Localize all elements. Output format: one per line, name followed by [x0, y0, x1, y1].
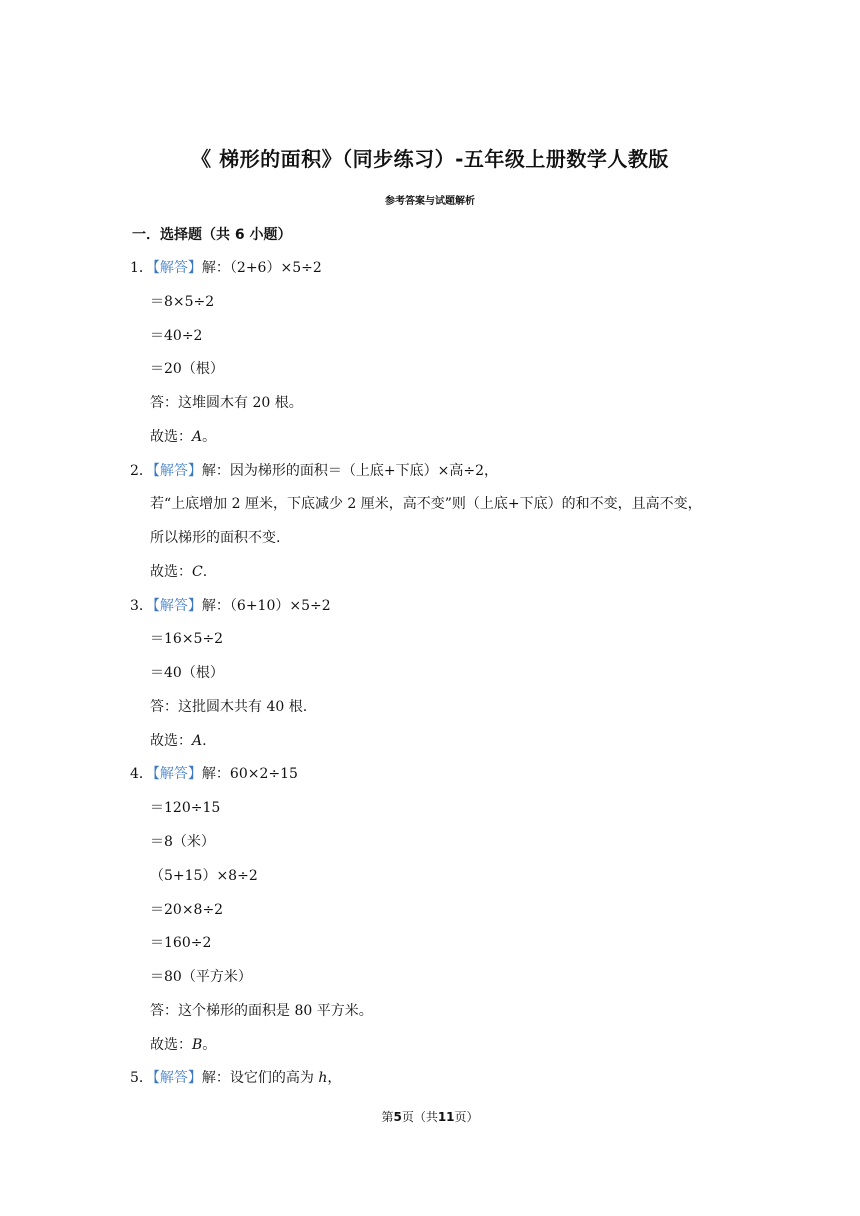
question-4-formula: 解：60×2÷15 — [201, 766, 298, 782]
choice-prefix: 故选： — [150, 429, 192, 445]
question-3-formula: 解：（6+10）×5÷2 — [201, 598, 331, 614]
question-3-choice — [150, 731, 207, 751]
answer-tag: 【解答】 — [152, 1070, 202, 1086]
question-1-head — [130, 258, 322, 278]
choice-end: . — [202, 733, 207, 749]
page-total: 11 — [437, 1110, 455, 1124]
page-title: 《 梯形的面积》（同步练习）-五年级上册数学人教版 — [191, 147, 669, 171]
solution-step: ＝40÷2 — [150, 328, 203, 344]
question-number: 1． — [130, 260, 153, 276]
solution-answer: 答：这批圆木共有 40 根. — [150, 699, 308, 715]
solution-step: ＝20（根） — [150, 361, 224, 377]
solution-step: ＝8×5÷2 — [150, 294, 215, 310]
question-5-punct: ， — [327, 1070, 342, 1086]
footer-prefix: 第 — [381, 1110, 394, 1124]
choice-end: 。 — [202, 1037, 217, 1053]
solution-answer: 答：这堆圆木有 20 根。 — [150, 395, 303, 411]
solution-step: ＝16×5÷2 — [150, 631, 224, 647]
question-5-text: 解：设它们的高为 — [201, 1070, 319, 1086]
section-heading: 一．选择题（共 6 小题） — [132, 227, 292, 243]
choice-prefix: 故选： — [150, 564, 192, 580]
solution-step: （5+15）×8÷2 — [150, 868, 258, 884]
choice-end: 。 — [202, 429, 217, 445]
page-number: 5 — [393, 1110, 402, 1124]
choice-letter: B — [192, 1037, 203, 1053]
question-2-formula: 解：因为梯形的面积＝（上底+下底）×高÷2， — [201, 463, 499, 479]
solution-step: ＝20×8÷2 — [150, 902, 224, 918]
choice-end: . — [202, 564, 208, 580]
question-5-head — [130, 1068, 341, 1088]
page-footer — [0, 1108, 860, 1125]
question-number: 5． — [130, 1070, 153, 1086]
choice-prefix: 故选： — [150, 1037, 192, 1053]
question-2-choice — [150, 562, 207, 582]
page-subtitle: 参考答案与试题解析 — [385, 196, 475, 207]
solution-step: ＝120÷15 — [150, 800, 221, 816]
question-4-head — [130, 764, 298, 784]
choice-prefix: 故选： — [150, 733, 192, 749]
solution-step: 若“上底增加 2 厘米，下底减少 2 厘米，高不变”则（上底+下底）的和不变，且高不变， — [150, 496, 702, 512]
question-2-head — [130, 461, 498, 481]
answer-tag: 【解答】 — [152, 766, 202, 782]
question-1-choice — [150, 427, 216, 447]
solution-step: 所以梯形的面积不变. — [150, 530, 281, 546]
question-1-formula: 解：（2+6）×5÷2 — [201, 260, 322, 276]
choice-letter: A — [192, 429, 203, 445]
question-number: 4． — [130, 766, 153, 782]
solution-step: ＝80（平方米） — [150, 969, 252, 985]
choice-letter: C — [192, 564, 203, 580]
answer-tag: 【解答】 — [152, 598, 202, 614]
answer-tag: 【解答】 — [152, 260, 202, 276]
answer-tag: 【解答】 — [152, 463, 202, 479]
solution-step: ＝40（根） — [150, 665, 224, 681]
question-number: 2． — [130, 463, 153, 479]
footer-suffix: 页） — [454, 1110, 479, 1124]
solution-step: ＝160÷2 — [150, 935, 212, 951]
question-4-choice — [150, 1035, 216, 1055]
solution-answer: 答：这个梯形的面积是 80 平方米。 — [150, 1003, 373, 1019]
variable-h: h — [318, 1070, 328, 1086]
choice-letter: A — [192, 733, 203, 749]
solution-step: ＝8（米） — [150, 834, 215, 850]
question-3-head — [130, 596, 331, 616]
footer-mid: 页（共 — [401, 1110, 438, 1124]
question-number: 3． — [130, 598, 153, 614]
